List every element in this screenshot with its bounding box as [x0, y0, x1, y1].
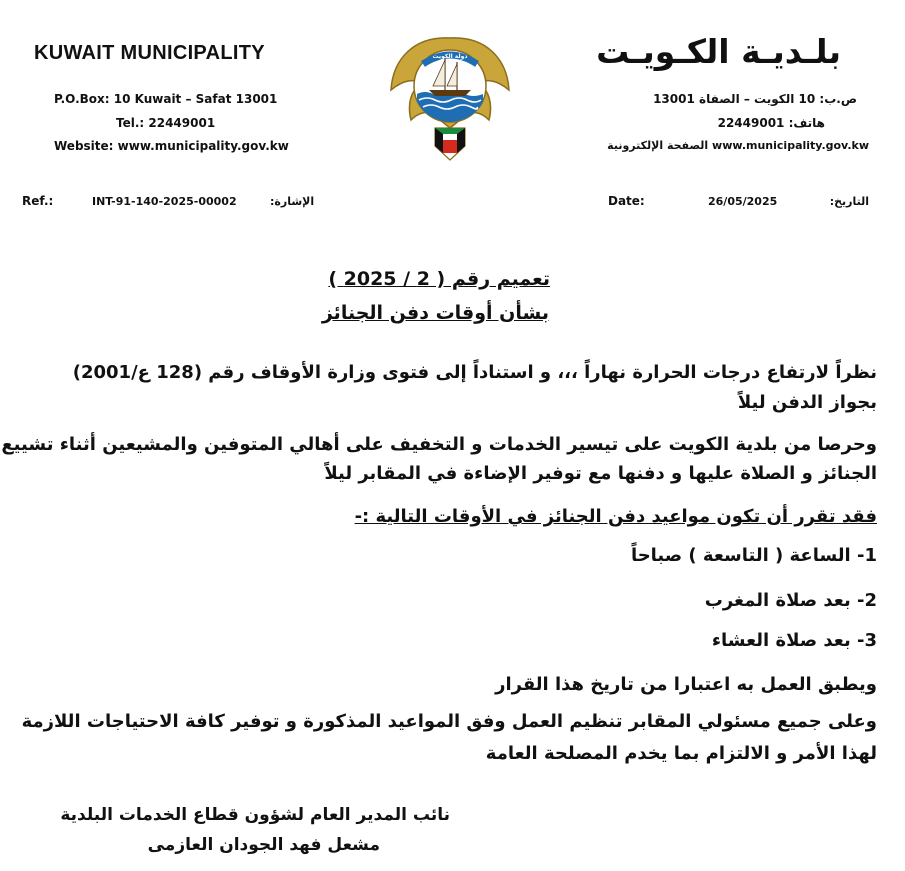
date-value: 26/05/2025: [708, 195, 778, 208]
instruction-paragraph-line-2: لهذا الأمر و الالتزام بما يخدم المصلحة العامة: [485, 743, 877, 764]
emblem-ribbon-text: دولة الكويت: [432, 53, 468, 60]
body-paragraph-1-line-2: بجواز الدفن ليلاً: [737, 392, 877, 413]
circular-title: تعميم رقم ( 2 / 2025 ): [328, 268, 550, 290]
circular-subject: بشأن أوقات دفن الجنائز: [321, 302, 549, 324]
arabic-organization-title: بلـديـة الكـويـت: [596, 32, 841, 71]
english-telephone: Tel.: 22449001: [116, 116, 216, 130]
ref-label: Ref.:: [22, 194, 54, 208]
arabic-website: www.municipality.gov.kw الصفحة الإلكترونية: [607, 139, 869, 152]
decision-intro: فقد تقرر أن تكون مواعيد دفن الجنائز في الأوقات التالية :-: [354, 506, 877, 527]
english-po-box: P.O.Box: 10 Kuwait – Safat 13001: [54, 92, 278, 106]
date-label-arabic: التاريخ:: [829, 195, 869, 208]
signatory-name: مشعل فهد الجودان العازمى: [147, 835, 380, 855]
arabic-po-box: ص.ب: 10 الكويت – الصفاة 13001: [653, 92, 857, 106]
list-item-2: 2- بعد صلاة المغرب: [704, 590, 877, 611]
list-item-3: 3- بعد صلاة العشاء: [711, 630, 877, 651]
list-item-1: 1- الساعة ( التاسعة ) صباحاً: [630, 545, 877, 566]
body-paragraph-2-line-1: وحرصا من بلدية الكويت على تيسير الخدمات و التخفيف على أهالي المتوفين والمشيعين أثناء تشييع: [1, 434, 877, 455]
body-paragraph-2-line-2: الجنائز و الصلاة عليها و دفنها مع توفير الإضاءة في المقابر ليلاً: [324, 463, 877, 484]
ref-label-arabic: الإشارة:: [270, 195, 315, 208]
english-website: Website: www.municipality.gov.kw: [54, 139, 289, 153]
body-paragraph-1-line-1: نظراً لارتفاع درجات الحرارة نهاراً ،،، و استناداً إلى فتوى وزارة الأوقاف رقم (128 ع/2001): [72, 362, 877, 383]
signatory-title: نائب المدير العام لشؤون قطاع الخدمات البلدية: [60, 805, 450, 825]
date-label: Date:: [608, 194, 645, 208]
instruction-paragraph-line-1: وعلى جميع مسئولي المقابر تنظيم العمل وفق المواعيد المذكورة و توفير كافة الاحتياجات اللازمة: [21, 711, 877, 732]
effective-date-paragraph: ويطبق العمل به اعتبارا من تاريخ هذا القرار: [495, 674, 877, 695]
english-organization-title: KUWAIT MUNICIPALITY: [34, 42, 265, 64]
arabic-telephone: هاتف: 22449001: [717, 116, 825, 130]
kuwait-emblem-logo: [385, 28, 515, 172]
reference-number: INT-91-140-2025-00002: [92, 195, 237, 208]
